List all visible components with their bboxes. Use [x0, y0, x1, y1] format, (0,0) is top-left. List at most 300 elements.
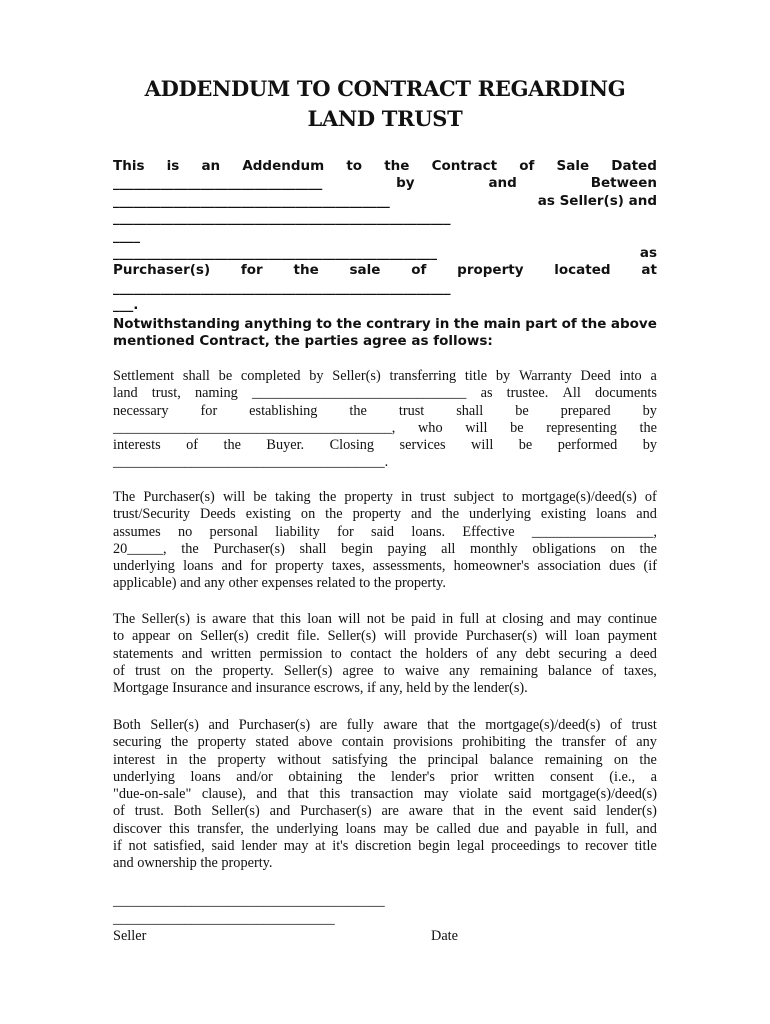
word: trust — [398, 402, 425, 419]
word: written — [493, 768, 535, 785]
word: without — [277, 751, 321, 768]
word: principal — [427, 751, 479, 768]
word: by — [396, 175, 415, 192]
text-line — [113, 558, 657, 575]
word: a — [615, 645, 622, 662]
word: Deeds — [200, 506, 236, 523]
word: monthly — [470, 540, 518, 557]
word: is — [166, 158, 180, 174]
word: remaining — [544, 751, 603, 768]
word: of — [609, 717, 622, 733]
word: Contract — [431, 158, 498, 174]
word: to — [330, 645, 342, 662]
text-line — [113, 628, 657, 645]
word: any — [636, 734, 657, 751]
word: satisfied, — [153, 838, 205, 855]
word: said — [573, 803, 597, 820]
word: written — [210, 645, 252, 662]
word: assessments, — [372, 558, 446, 575]
word: and — [636, 506, 657, 523]
word: will — [545, 628, 568, 645]
word: to — [383, 662, 395, 679]
word: Settlement — [113, 368, 175, 384]
word: mortgage(s)/deed(s) — [541, 786, 657, 803]
word: aware — [383, 717, 418, 733]
intro-paragraph — [113, 158, 657, 315]
word: Seller(s) — [327, 628, 377, 645]
word: Notwithstanding — [113, 316, 240, 332]
word: all — [441, 540, 456, 557]
text-line — [113, 158, 657, 175]
word: to — [346, 158, 363, 174]
word: trust, — [151, 385, 181, 402]
word: property — [217, 751, 266, 768]
word: any — [449, 662, 470, 679]
word: shall — [456, 402, 484, 419]
word: the — [349, 402, 367, 419]
word: file. — [297, 628, 320, 645]
word: property — [352, 506, 402, 523]
word: Sale — [556, 158, 590, 174]
word: be — [515, 402, 529, 419]
word: the — [170, 734, 189, 751]
word: obligations — [532, 540, 596, 557]
text-line: mentioned Contract, the parties agree as follows: — [113, 333, 493, 350]
text-line — [113, 420, 657, 437]
word: Buyer. — [266, 437, 305, 454]
word: balance — [548, 662, 592, 679]
word: The — [113, 611, 136, 627]
word: property — [197, 734, 247, 751]
text-line — [113, 524, 657, 541]
word: of — [113, 803, 125, 820]
word: provide — [414, 628, 458, 645]
word: Seller(s) — [211, 803, 260, 820]
word: existing — [245, 506, 291, 523]
word: clause), — [201, 786, 246, 803]
word: satisfying — [332, 751, 388, 768]
word: dues — [609, 558, 636, 575]
word: statements — [113, 645, 174, 662]
word: association — [537, 558, 601, 575]
word: full — [459, 611, 480, 627]
word: is — [196, 611, 206, 627]
due-on-sale-paragraph — [113, 717, 657, 873]
word: _______________________________________, — [113, 419, 396, 436]
word: at — [485, 611, 496, 627]
word: transfer, — [197, 820, 244, 837]
word: in — [400, 489, 413, 505]
notwithstanding-clause — [113, 316, 657, 351]
word: that — [452, 803, 475, 820]
word: the — [358, 768, 376, 785]
word: payable — [534, 820, 580, 837]
word: balance — [489, 751, 534, 768]
word: will — [465, 419, 488, 436]
word: be — [391, 611, 405, 627]
word: and — [410, 506, 432, 523]
word: the — [639, 751, 657, 768]
word: of — [476, 645, 489, 662]
text-line: and ownership the property. — [113, 855, 273, 872]
word: will — [471, 437, 494, 454]
word: lender(s) — [606, 803, 657, 820]
word: interest — [113, 751, 156, 768]
word: trust — [420, 489, 446, 505]
signature-line-second[interactable]: _______________________________ — [113, 911, 335, 927]
word: the — [251, 820, 269, 837]
word: legal — [456, 838, 485, 855]
word: begin — [341, 540, 373, 557]
word: property. — [222, 662, 274, 679]
word: be — [510, 419, 524, 436]
word: mortgage(s)/deed(s) — [485, 717, 601, 733]
word: underlying — [113, 768, 175, 785]
word: event — [532, 803, 564, 820]
word: be — [253, 489, 267, 505]
word: violate — [458, 786, 498, 803]
word: loans — [190, 768, 221, 785]
word: prepared — [560, 402, 611, 419]
word: representing — [546, 419, 617, 436]
word: to — [502, 489, 514, 505]
text-line — [113, 663, 657, 680]
text-line — [113, 734, 657, 751]
word: in — [586, 820, 598, 837]
word: necessary — [113, 402, 169, 419]
word: transferring — [389, 368, 457, 384]
word: loans — [183, 558, 214, 575]
word: The — [113, 489, 136, 505]
word: Effective — [462, 523, 515, 540]
word: not — [366, 611, 385, 627]
word: discover — [113, 820, 162, 837]
word: are — [381, 803, 399, 820]
blank-line: __________________________________________________ — [113, 210, 451, 227]
word: subject — [453, 489, 495, 505]
word: loan — [307, 611, 332, 627]
word: Purchaser(s) — [143, 489, 215, 505]
word: of — [519, 158, 535, 174]
text-line — [113, 506, 657, 523]
text-line — [113, 403, 657, 420]
word: the — [195, 662, 213, 679]
word: taxes, — [623, 662, 657, 679]
word: as Seller(s) and — [537, 192, 657, 209]
word: of — [644, 489, 657, 505]
word: the — [181, 540, 199, 557]
word: lender's — [391, 768, 435, 785]
word: this — [168, 820, 190, 837]
word: and — [181, 645, 203, 662]
word: on — [178, 628, 193, 645]
word: securing — [558, 645, 607, 662]
word: Both — [113, 717, 141, 733]
word: interests — [113, 437, 161, 454]
word: Purchaser(s) — [113, 262, 211, 279]
word: that — [287, 786, 309, 803]
word: that — [252, 611, 274, 627]
word: on — [610, 540, 625, 557]
word: loans — [596, 506, 627, 523]
text-line: Mortgage Insurance and insurance escrows, if any, held by the lender(s). — [113, 680, 528, 697]
text-line — [113, 368, 657, 385]
word: full, — [605, 820, 629, 837]
word: may — [423, 786, 449, 803]
word: and — [488, 175, 517, 192]
word: contain — [341, 734, 384, 751]
word: contrary — [366, 316, 431, 332]
word: land — [113, 385, 138, 402]
word: of — [411, 262, 427, 279]
text-line: ______________________________________. — [113, 454, 389, 471]
word: fully — [346, 717, 374, 733]
signature-line-seller[interactable]: ______________________________________ — [113, 893, 385, 909]
text-line — [113, 838, 657, 855]
word: Purchaser(s) — [238, 717, 311, 733]
word: may — [383, 820, 409, 837]
word: for — [337, 523, 354, 540]
word: the — [441, 506, 460, 523]
word: due — [478, 820, 499, 837]
word: may — [283, 838, 309, 855]
word: remaining — [479, 662, 538, 679]
word: be — [218, 368, 233, 384]
text-line — [113, 193, 657, 210]
word: prior — [450, 768, 479, 785]
word: taxes, — [331, 558, 365, 575]
word: not — [128, 838, 147, 855]
word: liability — [275, 523, 320, 540]
word: debt — [525, 645, 551, 662]
word: trustee. — [506, 385, 549, 402]
word: loans. — [411, 523, 446, 540]
word: on — [170, 662, 185, 679]
word: recover — [584, 838, 628, 855]
title-line-2: LAND TRUST — [307, 106, 463, 131]
word: This — [113, 158, 145, 174]
word: payment — [607, 628, 657, 645]
word: credit — [256, 628, 290, 645]
word: Seller(s) — [332, 368, 381, 384]
word: said — [371, 523, 395, 540]
word: this — [319, 786, 341, 803]
word: are — [319, 717, 338, 733]
word: and — [269, 803, 291, 820]
word: part — [525, 316, 558, 332]
word: as — [480, 385, 493, 402]
text-line — [113, 489, 657, 506]
word: closing — [502, 611, 544, 627]
word: lender — [241, 838, 278, 855]
word: homeowner's — [453, 558, 530, 575]
word: be — [518, 437, 533, 454]
word: be — [415, 820, 430, 837]
word: the — [639, 419, 657, 436]
word: said — [211, 838, 235, 855]
word: at — [641, 262, 657, 279]
word: paid — [411, 611, 436, 627]
word: of — [561, 316, 577, 332]
word: in — [442, 611, 454, 627]
text-line — [113, 611, 657, 628]
title-line-1: ADDENDUM TO CONTRACT REGARDING — [144, 76, 626, 101]
word: will — [338, 611, 361, 627]
word: property — [344, 489, 393, 505]
word: may — [576, 611, 602, 627]
word: above — [610, 316, 657, 332]
word: shall — [299, 540, 327, 557]
text-line — [113, 437, 657, 454]
word: an — [201, 158, 221, 174]
word: any — [496, 645, 518, 662]
word: aware — [212, 611, 247, 627]
seller-label: Seller — [113, 928, 147, 944]
text-line — [113, 385, 657, 402]
text-line — [113, 786, 657, 803]
word: taking — [274, 489, 311, 505]
text-line: applicable) and any other expenses related to the property. — [113, 575, 446, 592]
word: the — [453, 316, 480, 332]
word: Purchaser(s) — [465, 628, 538, 645]
word: property — [457, 262, 524, 279]
word: the — [535, 734, 553, 751]
word: said — [508, 786, 532, 803]
word: to — [316, 316, 333, 332]
word: on — [613, 751, 629, 768]
word: title — [464, 368, 488, 384]
word: the — [505, 803, 523, 820]
word: paying — [387, 540, 427, 557]
word: a — [650, 368, 657, 384]
text-line — [113, 316, 657, 333]
word: assumes — [113, 523, 161, 540]
word: documents — [594, 385, 657, 402]
text-line — [113, 175, 657, 192]
text-line — [113, 803, 657, 820]
word: on — [300, 506, 316, 523]
word: begin — [418, 838, 450, 855]
word: continue — [607, 611, 657, 627]
word: the — [293, 262, 319, 279]
text-line — [113, 646, 657, 663]
word: by — [642, 402, 657, 419]
word: the — [639, 540, 657, 557]
word: will — [222, 489, 246, 505]
word: that — [427, 717, 449, 733]
word: performed — [557, 437, 618, 454]
word: for — [250, 558, 267, 575]
word: 20_____, — [113, 540, 167, 557]
word: the — [318, 489, 337, 505]
blank-line: ____ — [113, 227, 140, 244]
settlement-paragraph — [113, 368, 657, 472]
word: called — [436, 820, 471, 837]
word: contact — [350, 645, 392, 662]
word: (if — [643, 558, 657, 575]
word: and — [636, 820, 657, 837]
word: by — [309, 368, 324, 384]
word: _________________________________________ — [113, 192, 390, 209]
word: establishing — [249, 402, 318, 419]
word: no — [177, 523, 193, 540]
word: _________________, — [531, 523, 657, 540]
word: and — [208, 717, 230, 733]
word: Deed — [580, 368, 611, 384]
word: this — [280, 611, 301, 627]
word: and/or — [236, 768, 273, 785]
word: consent — [549, 768, 594, 785]
word: transaction — [350, 786, 414, 803]
word: who — [417, 419, 443, 436]
word: the — [398, 751, 417, 768]
word: _______________________________ — [113, 175, 323, 192]
word: proceedings — [491, 838, 561, 855]
word: naming — [194, 385, 238, 402]
word: anything — [244, 316, 312, 332]
word: at — [315, 838, 326, 855]
word: located — [554, 262, 611, 279]
word: Addendum — [242, 158, 325, 174]
word: it's — [332, 838, 349, 855]
word: of — [614, 734, 627, 751]
word: loans — [345, 820, 376, 837]
word: waive — [404, 662, 439, 679]
word: the — [325, 506, 343, 523]
blank-line: ___. — [113, 297, 139, 314]
seller-aware-paragraph — [113, 611, 657, 697]
word: trust. — [134, 803, 164, 820]
word: into — [619, 368, 642, 384]
word: if — [113, 838, 122, 855]
word: for — [200, 402, 218, 419]
word: and — [549, 611, 571, 627]
word: underlying — [469, 506, 531, 523]
word: discretion — [355, 838, 412, 855]
word: loan — [575, 628, 600, 645]
text-line — [113, 769, 657, 786]
word: aware — [408, 803, 443, 820]
word: the — [399, 645, 418, 662]
word: agree — [342, 662, 374, 679]
text-line — [113, 752, 657, 769]
word: (i.e., — [609, 768, 636, 785]
word: Warranty — [518, 368, 572, 384]
word: Purchaser(s) — [213, 540, 285, 557]
word: in — [435, 316, 450, 332]
word: prohibiting — [462, 734, 526, 751]
word: Closing — [329, 437, 375, 454]
word: main — [483, 316, 521, 332]
document-title — [0, 74, 770, 134]
word: the — [223, 437, 241, 454]
word: of — [601, 662, 614, 679]
text-line — [113, 262, 657, 279]
word: the — [188, 751, 207, 768]
word: mortgage(s)/deed(s) — [521, 489, 637, 505]
word: in — [484, 803, 496, 820]
word: Seller(s) — [200, 628, 249, 645]
word: shall — [182, 368, 210, 384]
word: permission — [259, 645, 323, 662]
word: trust — [631, 717, 657, 733]
word: existing — [540, 506, 587, 523]
word: holders — [425, 645, 468, 662]
word: ________________________________________________ — [113, 245, 437, 262]
word: to — [113, 628, 125, 645]
word: Seller(s) — [150, 717, 199, 733]
word: and — [506, 820, 528, 837]
